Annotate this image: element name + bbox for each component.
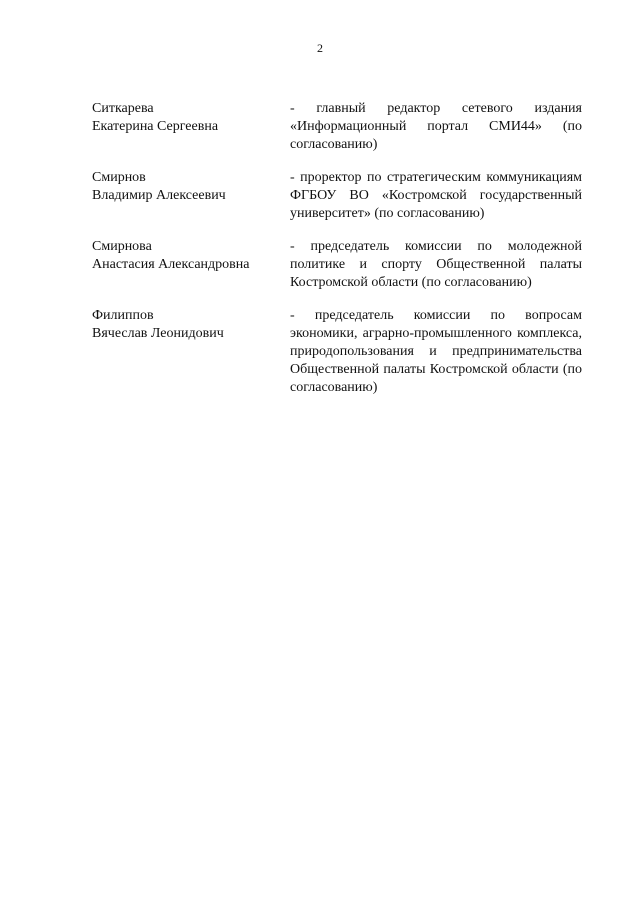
member-surname: Смирнова — [92, 239, 152, 254]
member-role: - председатель комиссии по молодежной политике и спорту Общественной палаты Костромской области (по согласованию) — [290, 239, 582, 290]
member-role: - председатель комиссии по вопросам экономики, аграрно-промышленного комплекса, природопользования и предпринимательства Общественной палаты Костромской области (по согласованию) — [290, 308, 582, 395]
member-surname: Смирнов — [92, 170, 146, 185]
page-number: 2 — [317, 41, 323, 55]
member-surname: Ситкарева — [92, 101, 154, 116]
member-given-names: Екатерина Сергеевна — [92, 119, 219, 134]
member-entry — [92, 307, 582, 397]
member-given-names: Анастасия Александровна — [92, 257, 250, 272]
members-list — [92, 100, 582, 412]
member-given-names: Владимир Алексеевич — [92, 188, 226, 203]
member-surname: Филиппов — [92, 308, 154, 323]
member-entry — [92, 100, 582, 154]
member-name — [92, 307, 290, 397]
member-role: - проректор по стратегическим коммуникациям ФГБОУ ВО «Костромской государственный университет» (по согласованию) — [290, 170, 582, 221]
member-name — [92, 100, 290, 154]
member-entry — [92, 238, 582, 292]
member-role: - главный редактор сетевого издания «Информационный портал СМИ44» (по согласованию) — [290, 101, 582, 152]
member-name — [92, 169, 290, 223]
member-entry — [92, 169, 582, 223]
member-name — [92, 238, 290, 292]
member-given-names: Вячеслав Леонидович — [92, 326, 224, 341]
